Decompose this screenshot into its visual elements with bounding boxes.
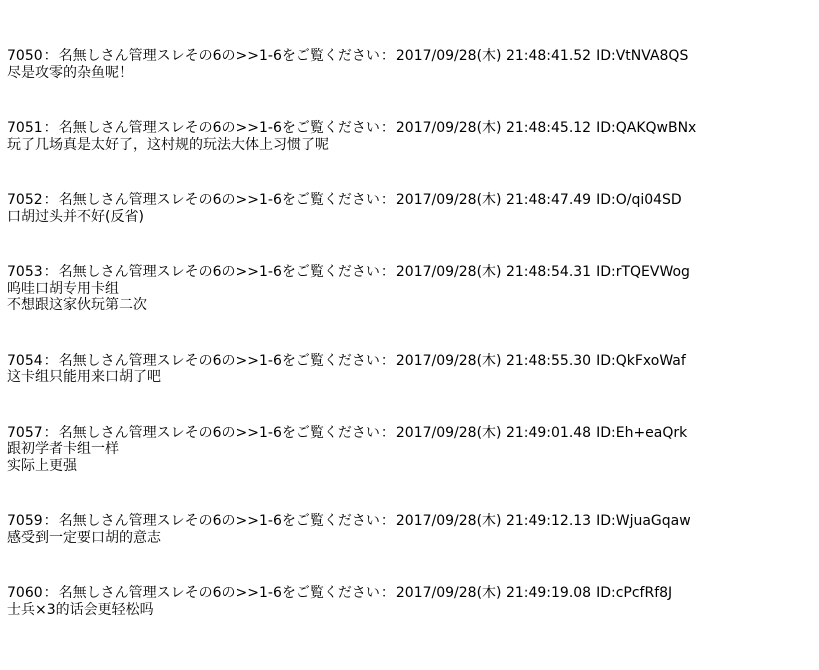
post-body bbox=[7, 369, 809, 386]
separator-colon: ： bbox=[380, 585, 395, 601]
post-id: ID:cPcfRf8J bbox=[596, 585, 673, 601]
post-body-line: 感受到一定要口胡的意志 bbox=[7, 529, 161, 546]
separator-colon: ： bbox=[43, 513, 58, 529]
separator-colon: ： bbox=[380, 48, 395, 64]
post-body-line: 尽是攻零的杂鱼呢！ bbox=[7, 64, 133, 81]
post-datetime: 2017/09/28(木) 21:48:41.52 bbox=[395, 48, 592, 64]
post-body bbox=[7, 137, 809, 154]
separator-colon: ： bbox=[380, 192, 395, 208]
separator-colon: ： bbox=[380, 513, 395, 529]
separator-colon: ： bbox=[43, 585, 58, 601]
post-id: ID:rTQEVWog bbox=[596, 264, 690, 280]
post-body-line: 呜哇口胡专用卡组 bbox=[7, 280, 119, 297]
post-body bbox=[7, 530, 809, 547]
post-body bbox=[7, 65, 809, 82]
post-number: 7053 bbox=[7, 264, 43, 280]
post-header bbox=[7, 353, 809, 370]
forum-post bbox=[7, 48, 809, 81]
post-header bbox=[7, 192, 809, 209]
post-header bbox=[7, 585, 809, 602]
poster-name: 名無しさん管理スレその6の>>1-6をご覧ください bbox=[58, 48, 380, 64]
post-datetime: 2017/09/28(木) 21:48:54.31 bbox=[395, 264, 592, 280]
separator-colon: ： bbox=[43, 424, 58, 441]
poster-name: 名無しさん管理スレその6の>>1-6をご覧ください bbox=[58, 585, 380, 601]
post-number: 7051 bbox=[7, 120, 43, 136]
post-datetime: 2017/09/28(木) 21:48:55.30 bbox=[395, 352, 592, 369]
post-datetime: 2017/09/28(木) 21:49:01.48 bbox=[395, 424, 592, 441]
separator-colon: ： bbox=[43, 192, 58, 208]
poster-name: 名無しさん管理スレその6の>>1-6をご覧ください bbox=[58, 120, 380, 136]
post-body-line: 不想跟这家伙玩第二次 bbox=[7, 297, 147, 313]
post-header bbox=[7, 513, 809, 530]
separator-colon: ： bbox=[43, 48, 58, 64]
post-header bbox=[7, 48, 809, 65]
forum-post bbox=[7, 425, 809, 475]
post-id: ID:Eh+eaQrk bbox=[596, 424, 688, 441]
post-body-line: 口胡过头并不好(反省) bbox=[7, 208, 144, 225]
poster-name: 名無しさん管理スレその6の>>1-6をご覧ください bbox=[58, 513, 380, 529]
poster-name: 名無しさん管理スレその6の>>1-6をご覧ください bbox=[58, 424, 380, 441]
post-body-line: 玩了几场真是太好了，这村规的玩法大体上习惯了呢 bbox=[7, 136, 329, 153]
separator-colon: ： bbox=[43, 120, 58, 136]
post-number: 7050 bbox=[7, 48, 43, 64]
separator-colon: ： bbox=[380, 424, 395, 441]
post-id: ID:O/qi04SD bbox=[596, 192, 682, 208]
poster-name: 名無しさん管理スレその6の>>1-6をご覧ください bbox=[58, 352, 380, 369]
post-datetime: 2017/09/28(木) 21:48:47.49 bbox=[395, 192, 592, 208]
post-id: ID:WjuaGqaw bbox=[596, 513, 691, 529]
separator-colon: ： bbox=[380, 352, 395, 369]
forum-post bbox=[7, 353, 809, 386]
forum-post bbox=[7, 120, 809, 153]
post-body-line: 跟初学者卡组一样 bbox=[7, 441, 119, 457]
post-id: ID:QAKQwBNx bbox=[596, 120, 697, 136]
post-header bbox=[7, 425, 809, 442]
post-body-line: 士兵×3的话会更轻松吗 bbox=[7, 601, 154, 618]
separator-colon: ： bbox=[380, 264, 395, 280]
post-body bbox=[7, 281, 809, 314]
poster-name: 名無しさん管理スレその6の>>1-6をご覧ください bbox=[58, 192, 380, 208]
poster-name: 名無しさん管理スレその6の>>1-6をご覧ください bbox=[58, 264, 380, 280]
post-body-line: 这卡组只能用来口胡了吧 bbox=[7, 369, 161, 385]
forum-post bbox=[7, 513, 809, 546]
forum-post bbox=[7, 585, 809, 618]
separator-colon: ： bbox=[43, 352, 58, 369]
post-header bbox=[7, 264, 809, 281]
post-number: 7054 bbox=[7, 352, 43, 369]
post-body bbox=[7, 441, 809, 474]
forum-post bbox=[7, 192, 809, 225]
post-header bbox=[7, 120, 809, 137]
post-id: ID:QkFxoWaf bbox=[596, 352, 686, 369]
forum-post bbox=[7, 264, 809, 314]
post-datetime: 2017/09/28(木) 21:48:45.12 bbox=[395, 120, 592, 136]
post-body bbox=[7, 209, 809, 226]
post-number: 7060 bbox=[7, 585, 43, 601]
post-body bbox=[7, 602, 809, 619]
post-number: 7052 bbox=[7, 192, 43, 208]
post-datetime: 2017/09/28(木) 21:49:12.13 bbox=[395, 513, 592, 529]
post-number: 7057 bbox=[7, 424, 43, 441]
separator-colon: ： bbox=[380, 120, 395, 136]
post-number: 7059 bbox=[7, 513, 43, 529]
post-datetime: 2017/09/28(木) 21:49:19.08 bbox=[395, 585, 592, 601]
separator-colon: ： bbox=[43, 264, 58, 280]
post-id: ID:VtNVA8QS bbox=[596, 48, 689, 64]
post-body-line: 实际上更强 bbox=[7, 457, 77, 474]
